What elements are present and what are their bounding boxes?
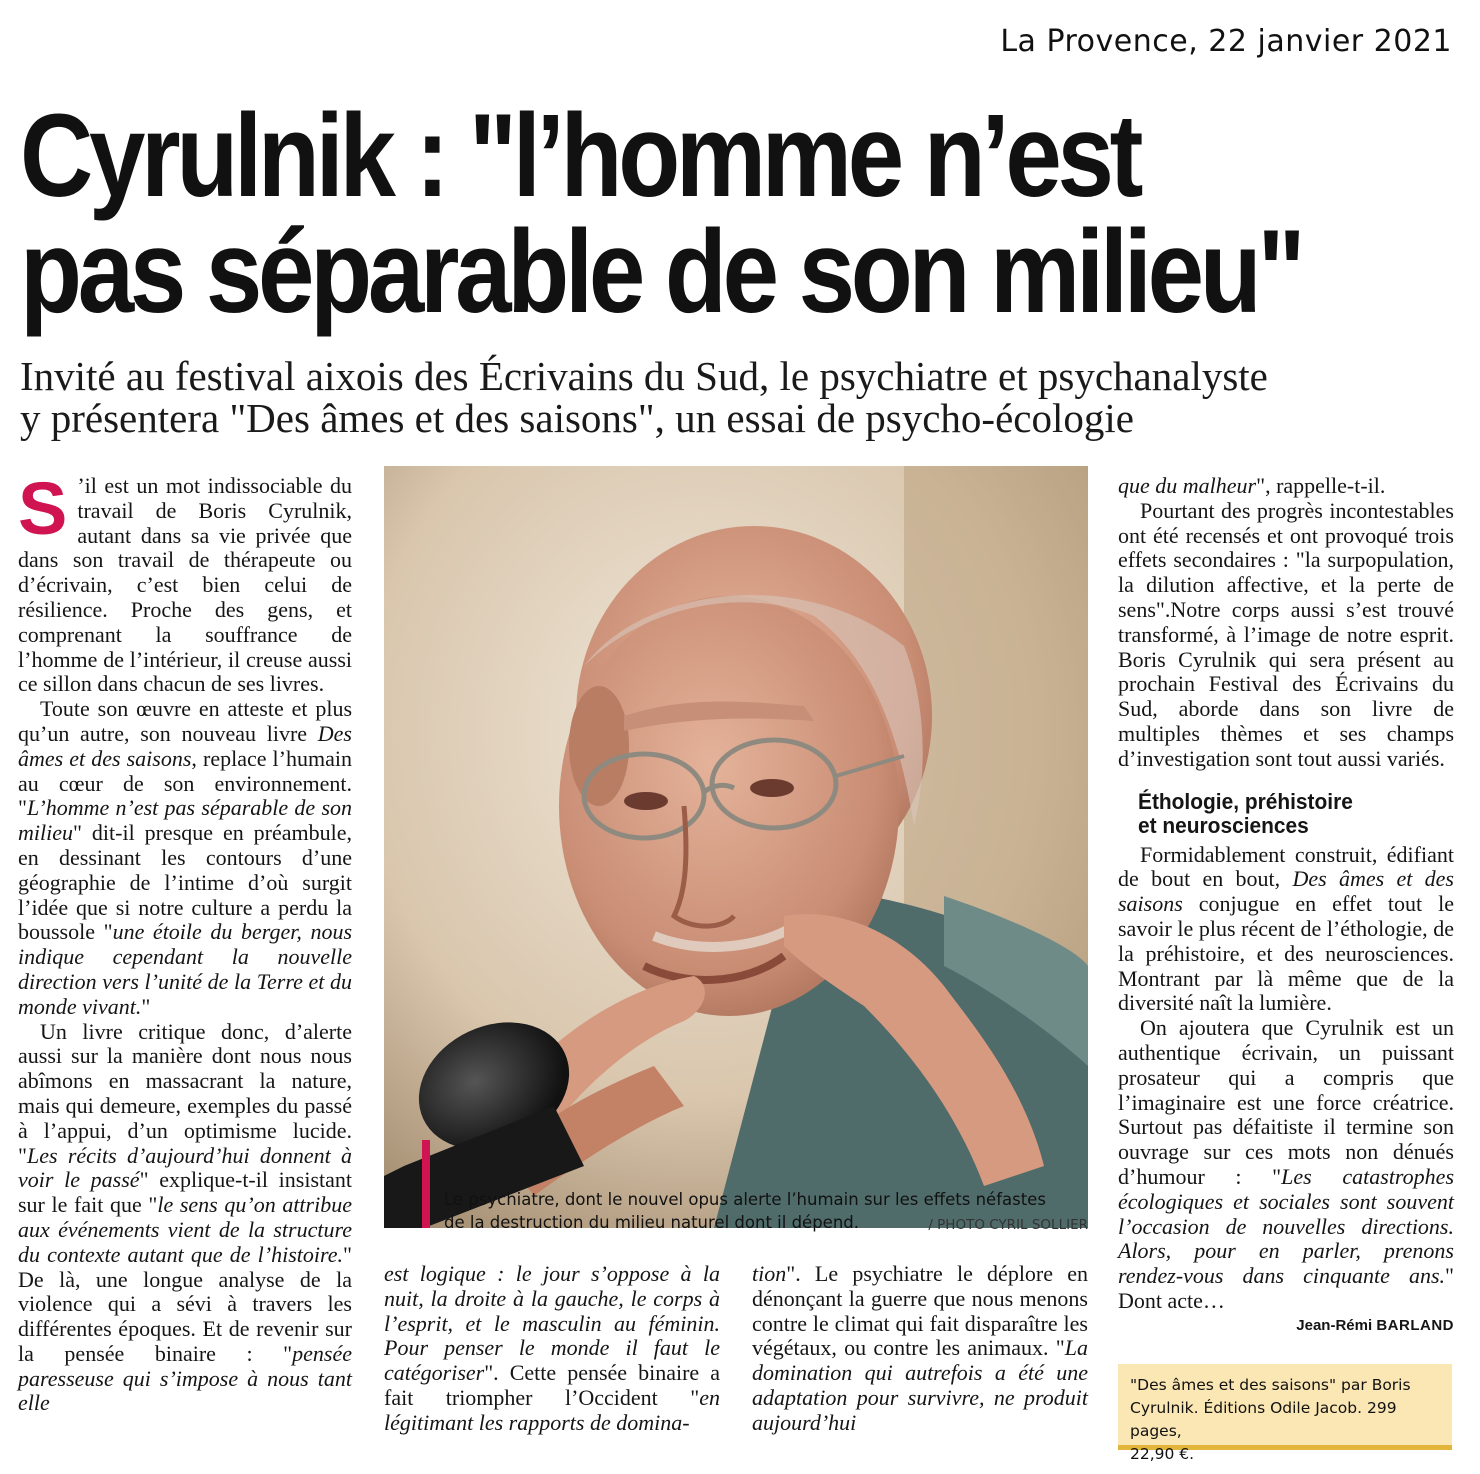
paragraph-continued <box>384 1262 720 1436</box>
book-info-box <box>1118 1364 1452 1463</box>
quote: tion <box>752 1261 787 1286</box>
paragraph <box>1118 1016 1454 1314</box>
book-info-line-1: "Des âmes et des saisons" par Boris <box>1130 1376 1411 1394</box>
headline-line-1: Cyrulnik : "l’homme n’est <box>20 90 1140 222</box>
book-info-line-2: Cyrulnik. Éditions Odile Jacob. 299 pages, <box>1130 1399 1397 1440</box>
text-run: On ajoutera que Cyrulnik est un authentique écrivain, un puissant prosateur qui a compris que l’imaginaire est une force créatrice. Surtout pas défaitiste il termine son ouvrage sur ces mots non dénués d’humour : " <box>1118 1015 1454 1189</box>
paragraph-continued <box>752 1262 1088 1436</box>
paragraph-3 <box>18 1020 352 1417</box>
paragraph-2 <box>18 697 352 1019</box>
headline-line-2: pas séparable de son milieu" <box>20 206 1302 338</box>
text-run: Toute son œuvre en atteste et plus qu’un autre, son nouveau livre <box>18 696 352 746</box>
quote: en légitimant les rapports de domina- <box>384 1384 720 1435</box>
text-run: " Dont acte… <box>1118 1263 1454 1313</box>
article-column-5 <box>1118 474 1454 1339</box>
quote: le sens qu’on attribue aux événements vient de la structure du contexte autant que de l’histoire. <box>18 1192 352 1267</box>
text-run: ". Cette pensée binaire a fait triompher l’Occident " <box>384 1360 720 1410</box>
article-column-1 <box>18 467 353 1416</box>
section-subheading <box>1138 790 1438 839</box>
drop-cap: S <box>18 467 68 550</box>
author-last-name: BARLAND <box>1376 1316 1454 1334</box>
publication-source: La Provence, 22 janvier 2021 <box>1000 24 1452 59</box>
paragraph-continued <box>1118 474 1454 499</box>
quote: Les catastrophes écologiques et sociales sont souvent l’occasion de nouvelles directions. Alors, pour en parler, prenons rendez-vous dans cinquante ans. <box>1118 1163 1455 1289</box>
text-run: Formidablement construit, édifiant de bout en bout, <box>1118 841 1454 892</box>
text-run: ", rappelle-t-il. <box>1256 473 1386 498</box>
standfirst <box>20 355 1340 439</box>
book-info-line-3: 22,90 €. <box>1130 1445 1195 1463</box>
text-run: , replace l’humain au cœur de son environnement. " <box>18 745 352 821</box>
caption-line-2: de la destruction du milieu naturel dont il dépend. <box>444 1213 859 1232</box>
paragraph-1-text: ’il est un mot indissociable du travail de Boris Cyrulnik, autant dans sa vie privée que dans son travail de thérapeute ou d’écrivain, c’est bien celui de résilience. Proche des gens, et comprenant la souffrance de l’homme de l’intérieur, il creuse aussi ce sillon dans chacun de ses livres. <box>18 473 352 697</box>
paragraph: Pourtant des progrès incontestables ont été recensés et ont provoqué trois effets secondaires : "la surpopulation, la dilution affective, et la perte de sens".Notre corps aussi s’est trouvé transformé, à l’image de notre esprit. Boris Cyrulnik qui sera présent au prochain Festival des Écrivains du Sud, aborde dans son livre de multiples thèmes et ses champs d’investigation sont tout aussi variés. <box>1118 497 1454 771</box>
standfirst-line-1: Invité au festival aixois des Écrivains du Sud, le psychiatre et psychanalyste <box>20 353 1268 399</box>
quote: pensée paresseuse qui s’impose à nous tant elle <box>18 1340 352 1416</box>
author-first-name: Jean-Rémi <box>1296 1316 1377 1334</box>
text-run: " <box>141 993 151 1019</box>
portrait-illustration <box>384 466 1088 1228</box>
article-column-3 <box>384 1262 720 1436</box>
standfirst-line-2: y présentera "Des âmes et des saisons", un essai de psycho-écologie <box>20 395 1134 441</box>
text-run: " dit-il presque en préambule, en dessinant les contours d’une géographie de l’intime d’où surgit l’idée que si notre culture a perdu la boussole " <box>18 820 352 945</box>
book-title: Des âmes et des saisons <box>18 720 352 771</box>
quote: La domination qui autrefois a été une adaptation pour survivre, ne produit aujourd’hui <box>752 1335 1088 1435</box>
paragraph <box>1118 843 1454 1017</box>
author-byline <box>1118 1314 1454 1339</box>
article-column-4 <box>752 1262 1088 1436</box>
photo-credit: / PHOTO CYRIL SOLLIER <box>928 1217 1088 1233</box>
subheading-line-1: Éthologie, préhistoire <box>1138 788 1353 814</box>
text-run: Un livre critique donc, d’alerte aussi sur la manière dont nous nous abîmons en massacrant la nature, mais qui demeure, exemples du passé à l’appui, d’un optimisme lucide. " <box>18 1018 352 1168</box>
quote: Les récits d’aujourd’hui donnent à voir le passé <box>18 1142 352 1193</box>
text-run: " explique-t-il insistant sur le fait que " <box>18 1167 353 1218</box>
quote: est logique : le jour s’oppose à la nuit, la droite à la gauche, le corps à l’esprit, et le masculin au féminin. Pour penser le monde il faut le catégoriser <box>384 1261 720 1386</box>
quote: une étoile du berger, nous indique cependant la nouvelle direction vers l’unité de la Terre et du monde vivant. <box>18 919 353 1019</box>
caption-line-1: Le psychiatre, dont le nouvel opus alerte l’humain sur les effets néfastes <box>444 1190 1046 1209</box>
book-title: Des âmes et des saisons <box>1118 866 1454 917</box>
text-run: ". Le psychiatre le déplore en dénonçant la guerre que nous menons contre le climat qui fait disparaître les végétaux, ou contre les animaux. " <box>752 1261 1088 1361</box>
text-run: conjugue en effet tout le savoir le plus récent de l’éthologie, de la préhistoire, et des neurosciences. Montrant par là même que de la diversité naît la lumière. <box>1118 891 1454 1016</box>
quote: L’homme n’est pas séparable de son milieu <box>18 795 352 846</box>
caption-accent-bar <box>422 1140 430 1228</box>
text-run: " De là, une longue analyse de la violence qui a sévi à travers les différentes époques. Et de revenir sur la pensée binaire : " <box>18 1241 352 1366</box>
quote: que du malheur <box>1118 473 1257 498</box>
portrait-photo <box>384 466 1088 1228</box>
paragraph-1 <box>18 467 352 697</box>
headline <box>20 90 1302 338</box>
subheading-line-2: et neurosciences <box>1138 813 1309 839</box>
